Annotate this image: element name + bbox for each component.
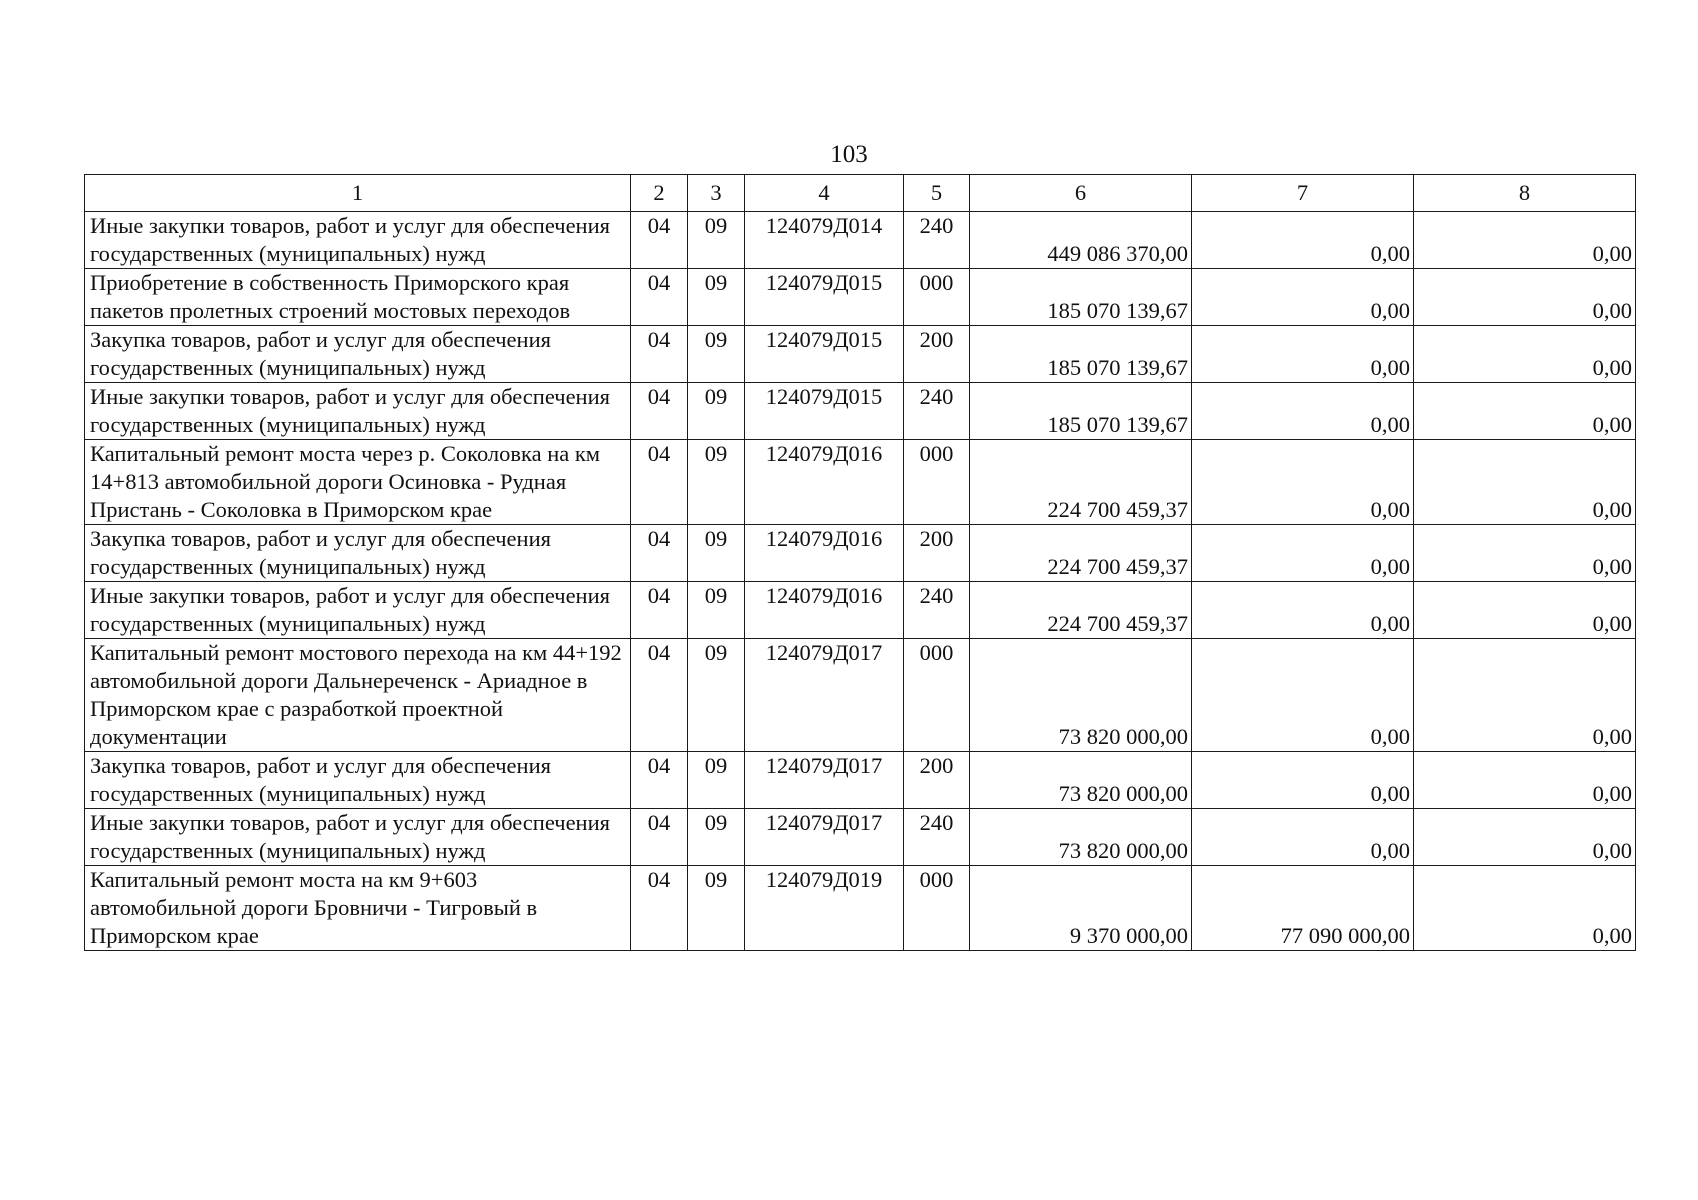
column-header: 3	[688, 175, 745, 212]
target-article-cell: 124079Д019	[745, 866, 904, 951]
row-name-cell: Закупка товаров, работ и услуг для обеспечения государственных (муниципальных) нужд	[85, 525, 631, 582]
amount-col8-cell: 0,00	[1414, 440, 1636, 525]
amount-col8-cell: 0,00	[1414, 752, 1636, 809]
section-cell: 04	[631, 582, 688, 639]
column-header: 2	[631, 175, 688, 212]
row-name-cell: Иные закупки товаров, работ и услуг для обеспечения государственных (муниципальных) нужд	[85, 383, 631, 440]
table-row	[85, 440, 1636, 525]
target-article-cell: 124079Д017	[745, 639, 904, 752]
subsection-cell: 09	[688, 582, 745, 639]
amount-col8-cell: 0,00	[1414, 212, 1636, 269]
target-article-cell: 124079Д015	[745, 383, 904, 440]
amount-col7-cell: 0,00	[1192, 326, 1414, 383]
section-cell: 04	[631, 525, 688, 582]
column-header: 5	[904, 175, 970, 212]
amount-col6-cell: 224 700 459,37	[970, 525, 1192, 582]
subsection-cell: 09	[688, 639, 745, 752]
amount-col6-cell: 9 370 000,00	[970, 866, 1192, 951]
expense-type-cell: 240	[904, 212, 970, 269]
table-row	[85, 212, 1636, 269]
amount-col6-cell: 185 070 139,67	[970, 326, 1192, 383]
section-cell: 04	[631, 212, 688, 269]
column-header: 6	[970, 175, 1192, 212]
subsection-cell: 09	[688, 752, 745, 809]
column-header: 8	[1414, 175, 1636, 212]
target-article-cell: 124079Д016	[745, 582, 904, 639]
expense-type-cell: 200	[904, 752, 970, 809]
amount-col8-cell: 0,00	[1414, 383, 1636, 440]
amount-col7-cell: 0,00	[1192, 809, 1414, 866]
row-name-cell: Капитальный ремонт моста на км 9+603 автомобильной дороги Бровничи - Тигровый в Приморском крае	[85, 866, 631, 951]
amount-col8-cell: 0,00	[1414, 269, 1636, 326]
page-number: 103	[830, 141, 868, 168]
amount-col8-cell: 0,00	[1414, 639, 1636, 752]
amount-col7-cell: 0,00	[1192, 440, 1414, 525]
amount-col7-cell: 0,00	[1192, 582, 1414, 639]
amount-col6-cell: 224 700 459,37	[970, 440, 1192, 525]
subsection-cell: 09	[688, 212, 745, 269]
table-row	[85, 326, 1636, 383]
column-header: 4	[745, 175, 904, 212]
expense-type-cell: 000	[904, 269, 970, 326]
amount-col6-cell: 185 070 139,67	[970, 383, 1192, 440]
subsection-cell: 09	[688, 383, 745, 440]
target-article-cell: 124079Д015	[745, 269, 904, 326]
section-cell: 04	[631, 809, 688, 866]
row-name-cell: Иные закупки товаров, работ и услуг для обеспечения государственных (муниципальных) нужд	[85, 809, 631, 866]
column-header: 7	[1192, 175, 1414, 212]
table-row	[85, 639, 1636, 752]
expense-type-cell: 240	[904, 383, 970, 440]
amount-col8-cell: 0,00	[1414, 326, 1636, 383]
target-article-cell: 124079Д017	[745, 809, 904, 866]
amount-col7-cell: 0,00	[1192, 383, 1414, 440]
expense-type-cell: 200	[904, 326, 970, 383]
subsection-cell: 09	[688, 269, 745, 326]
amount-col8-cell: 0,00	[1414, 809, 1636, 866]
amount-col6-cell: 185 070 139,67	[970, 269, 1192, 326]
table-row	[85, 866, 1636, 951]
amount-col8-cell: 0,00	[1414, 582, 1636, 639]
amount-col8-cell: 0,00	[1414, 525, 1636, 582]
amount-col6-cell: 449 086 370,00	[970, 212, 1192, 269]
amount-col7-cell: 0,00	[1192, 525, 1414, 582]
column-header: 1	[85, 175, 631, 212]
subsection-cell: 09	[688, 809, 745, 866]
amount-col8-cell: 0,00	[1414, 866, 1636, 951]
row-name-cell: Закупка товаров, работ и услуг для обеспечения государственных (муниципальных) нужд	[85, 326, 631, 383]
section-cell: 04	[631, 639, 688, 752]
budget-table	[84, 174, 1636, 951]
amount-col6-cell: 73 820 000,00	[970, 639, 1192, 752]
table-row	[85, 269, 1636, 326]
expense-type-cell: 000	[904, 440, 970, 525]
section-cell: 04	[631, 866, 688, 951]
expense-type-cell: 240	[904, 809, 970, 866]
table-row	[85, 809, 1636, 866]
section-cell: 04	[631, 326, 688, 383]
section-cell: 04	[631, 752, 688, 809]
row-name-cell: Капитальный ремонт моста через р. Соколовка на км 14+813 автомобильной дороги Осиновка - Рудная Пристань - Соколовка в Приморском крае	[85, 440, 631, 525]
row-name-cell: Закупка товаров, работ и услуг для обеспечения государственных (муниципальных) нужд	[85, 752, 631, 809]
table-row	[85, 752, 1636, 809]
amount-col6-cell: 73 820 000,00	[970, 752, 1192, 809]
target-article-cell: 124079Д015	[745, 326, 904, 383]
row-name-cell: Приобретение в собственность Приморского края пакетов пролетных строений мостовых переходов	[85, 269, 631, 326]
row-name-cell: Иные закупки товаров, работ и услуг для обеспечения государственных (муниципальных) нужд	[85, 582, 631, 639]
table-row	[85, 525, 1636, 582]
amount-col7-cell: 77 090 000,00	[1192, 866, 1414, 951]
amount-col6-cell: 73 820 000,00	[970, 809, 1192, 866]
amount-col7-cell: 0,00	[1192, 639, 1414, 752]
target-article-cell: 124079Д017	[745, 752, 904, 809]
section-cell: 04	[631, 440, 688, 525]
row-name-cell: Иные закупки товаров, работ и услуг для обеспечения государственных (муниципальных) нужд	[85, 212, 631, 269]
expense-type-cell: 200	[904, 525, 970, 582]
table-row	[85, 582, 1636, 639]
subsection-cell: 09	[688, 326, 745, 383]
target-article-cell: 124079Д014	[745, 212, 904, 269]
table-row	[85, 383, 1636, 440]
subsection-cell: 09	[688, 866, 745, 951]
expense-type-cell: 240	[904, 582, 970, 639]
subsection-cell: 09	[688, 525, 745, 582]
amount-col7-cell: 0,00	[1192, 269, 1414, 326]
amount-col6-cell: 224 700 459,37	[970, 582, 1192, 639]
subsection-cell: 09	[688, 440, 745, 525]
target-article-cell: 124079Д016	[745, 440, 904, 525]
amount-col7-cell: 0,00	[1192, 752, 1414, 809]
header-row	[85, 175, 1636, 212]
expense-type-cell: 000	[904, 866, 970, 951]
section-cell: 04	[631, 269, 688, 326]
section-cell: 04	[631, 383, 688, 440]
target-article-cell: 124079Д016	[745, 525, 904, 582]
row-name-cell: Капитальный ремонт мостового перехода на км 44+192 автомобильной дороги Дальнереченск - Ариадное в Приморском крае с разработкой проектной документации	[85, 639, 631, 752]
amount-col7-cell: 0,00	[1192, 212, 1414, 269]
expense-type-cell: 000	[904, 639, 970, 752]
